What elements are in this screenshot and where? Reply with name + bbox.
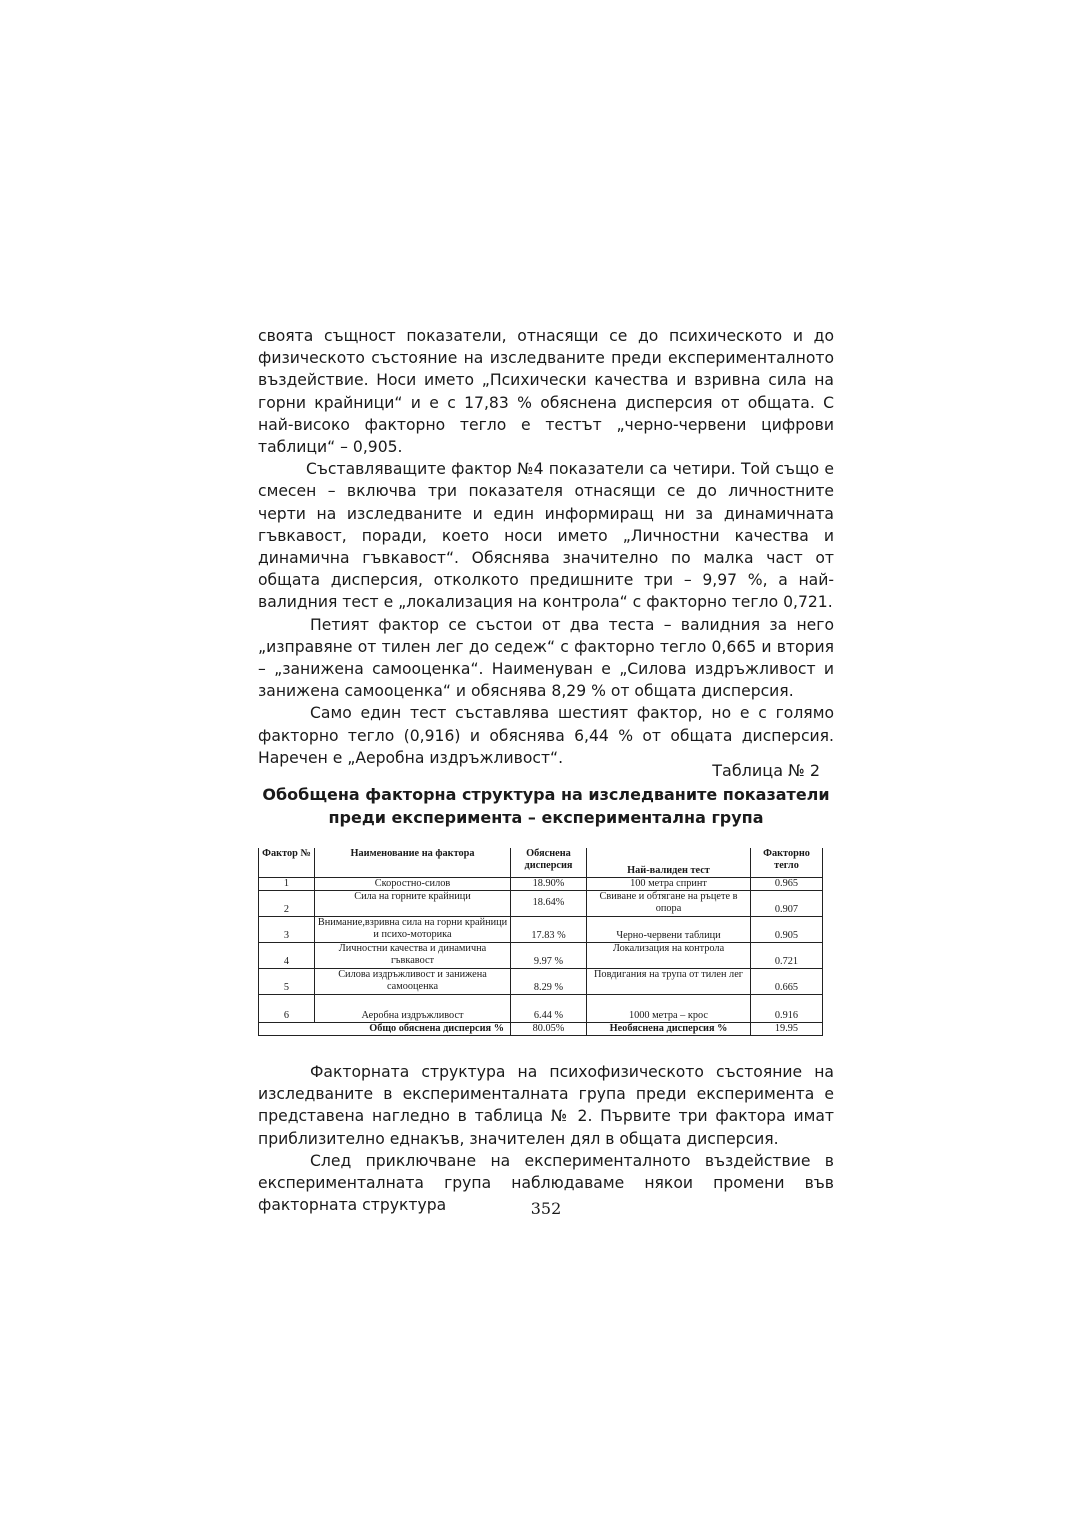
- paragraph: своята същност показатели, отнасящи се до психическото и до физическото състояние на изследваните преди експерименталното въздействие. Носи името „Психически качества и взривна сила на горни крайници“ и е с 17,83 % обяснена дисперсия от общата. С най-високо факторно тегло е тестът „черно-червени цифрови таблици“ – 0,905.: [258, 327, 834, 457]
- table-title: Обобщена факторна структура на изследваните показатели преди експеримента – експериментална група: [262, 785, 830, 827]
- cell-factor-name: Внимание,взривна сила на горни крайници и психо-моторика: [315, 916, 511, 942]
- cell-weight: 0.916: [751, 994, 823, 1022]
- cell-factor-name: Сила на горните крайници: [315, 890, 511, 916]
- cell-weight: 0.905: [751, 916, 823, 942]
- paragraph: Факторната структура на психофизическото състояние на изследваните в експерименталната група преди експеримента е представена нагледно в таблица № 2. Първите три фактора имат приблизително еднакъв, значителен дял в общата дисперсия.: [258, 1063, 834, 1148]
- cell-factor-name: Аеробна издръжливост: [315, 994, 511, 1022]
- table-row: [259, 916, 823, 942]
- table-row: [259, 968, 823, 994]
- header-factor-no: Фактор №: [259, 848, 315, 878]
- cell-best-test: Локализация на контрола: [587, 942, 751, 968]
- total-unexplained-value: 19.95: [751, 1022, 823, 1035]
- cell-weight: 0.965: [751, 878, 823, 891]
- cell-best-test: Повдигания на трупа от тилен лег: [587, 968, 751, 994]
- body-text-top: [258, 325, 834, 769]
- header-factor-name: Наименование на фактора: [315, 848, 511, 878]
- factor-table: [258, 848, 823, 1036]
- cell-best-test: Черно-червени таблици: [587, 916, 751, 942]
- cell-variance: 9.97 %: [511, 942, 587, 968]
- paragraph: Само един тест съставлява шестият фактор, но е с голямо факторно тегло (0,916) и обяснява 6,44 % от общата дисперсия. Наречен е „Аеробна издръжливост“.: [258, 704, 834, 767]
- table-row: [259, 994, 823, 1022]
- cell-weight: 0.665: [751, 968, 823, 994]
- cell-factor-no: 5: [259, 968, 315, 994]
- cell-variance: 8.29 %: [511, 968, 587, 994]
- header-best-test: Най-валиден тест: [587, 848, 751, 878]
- total-explained-label: Общо обяснена дисперсия %: [259, 1022, 511, 1035]
- total-explained-value: 80.05%: [511, 1022, 587, 1035]
- body-text-bottom: [258, 1061, 834, 1216]
- paragraph: Съставляващите фактор №4 показатели са четири. Той също е смесен – включва три показателя отнасящи се до личностните черти на изследваните и един информиращ ни за динамичната гъвкавост, поради, което носи името „Личностни качества и динамична гъвкавост“. Обяснява значително по малка част от общата дисперсия, отколкото предишните три – 9,97 %, а най-валидния тест е „локализация на контрола“ с факторно тегло 0,721.: [258, 460, 834, 612]
- header-weight: Факторно тегло: [751, 848, 823, 878]
- cell-best-test: Свиване и обтягане на ръцете в опора: [587, 890, 751, 916]
- paragraph: Петият фактор се състои от два теста – валидния за него „изправяне от тилен лег до седеж“ с факторно тегло 0,665 и втория – „занижена самооценка“. Наименуван е „Силова издръжливост и занижена самооценка“ и обяснява 8,29 % от общата дисперсия.: [258, 615, 834, 701]
- paragraph: След приключване на експерименталното въздействие в експерименталната група наблюдаваме някои промени във факторната структура: [258, 1151, 834, 1215]
- cell-best-test: 100 метра спринт: [587, 878, 751, 891]
- total-unexplained-label: Необяснена дисперсия %: [587, 1022, 751, 1035]
- cell-factor-name: Скоростно-силов: [315, 878, 511, 891]
- table-label: Таблица № 2: [712, 761, 820, 780]
- cell-factor-no: 6: [259, 994, 315, 1022]
- table-header-row: [259, 848, 823, 878]
- cell-factor-no: 2: [259, 890, 315, 916]
- cell-weight: 0.721: [751, 942, 823, 968]
- page-number: 352: [530, 1199, 562, 1218]
- header-variance: Обяснена дисперсия: [511, 848, 587, 878]
- table-row: [259, 878, 823, 891]
- cell-variance: 18.64%: [511, 890, 587, 916]
- cell-variance: 6.44 %: [511, 994, 587, 1022]
- cell-variance: 18.90%: [511, 878, 587, 891]
- table-total-row: [259, 1022, 823, 1035]
- cell-best-test: 1000 метра – крос: [587, 994, 751, 1022]
- cell-variance: 17.83 %: [511, 916, 587, 942]
- cell-factor-name: Силова издръжливост и занижена самооценка: [315, 968, 511, 994]
- cell-factor-no: 3: [259, 916, 315, 942]
- cell-weight: 0.907: [751, 890, 823, 916]
- cell-factor-name: Личностни качества и динамична гъвкавост: [315, 942, 511, 968]
- cell-factor-no: 4: [259, 942, 315, 968]
- table-row: [259, 942, 823, 968]
- table-row: [259, 890, 823, 916]
- cell-factor-no: 1: [259, 878, 315, 891]
